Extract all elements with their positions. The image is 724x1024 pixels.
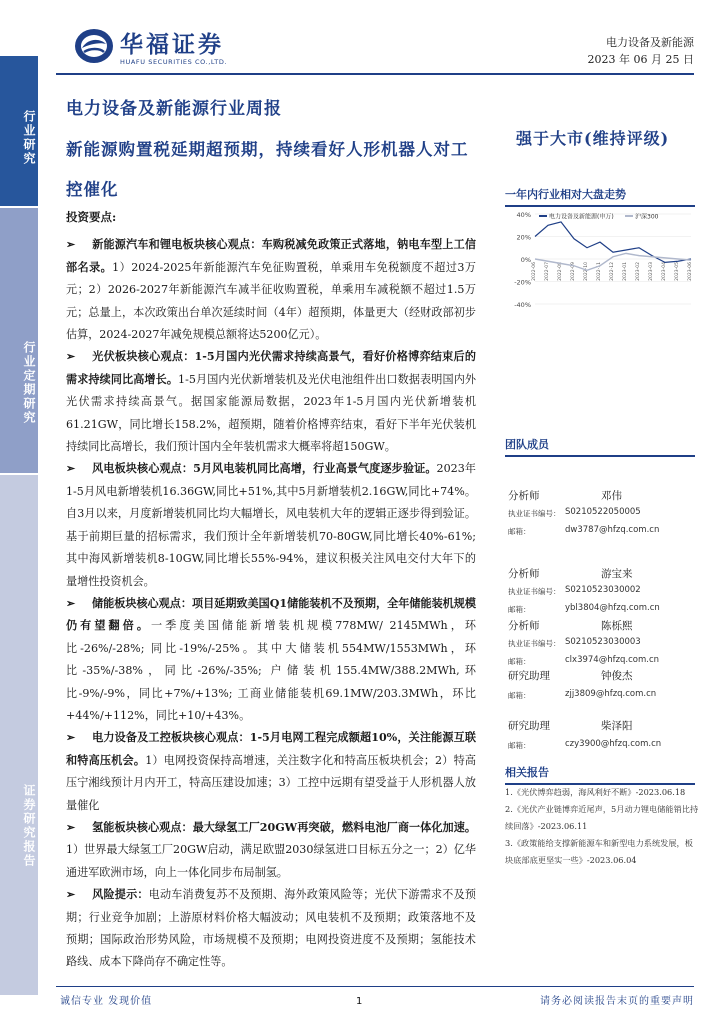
summary-point (66, 346, 476, 458)
investment-summary (66, 206, 476, 974)
analyst-email: ybl3804@hfzq.com.cn (565, 603, 660, 613)
company-logo (74, 24, 254, 70)
point-body: 电动车消费复苏不及预期、海外政策风险等；光伏下游需求不及预期；行业竞争加剧；上游原材料价格大幅波动；风电装机不及预期；政策落地不及预期；国际政治形势风险，市场规模不及预期；电网投资进度不及预期；氢能技术路线、成本下降尚存不确定性等。 (66, 888, 476, 969)
bullet-arrow-icon: ➢ (66, 888, 76, 902)
summary-point (66, 593, 476, 727)
point-heading: 风电板块核心观点：5月风电装机同比高增，行业高景气度逐步验证。 (92, 462, 437, 476)
summary-point (66, 234, 476, 346)
bullet-arrow-icon: ➢ (66, 350, 76, 364)
y-tick-label: 20% (516, 233, 531, 242)
analyst-role: 分析师 (508, 620, 540, 632)
logo-chinese-name: 华福证券 (120, 31, 224, 58)
related-section-title: 相关报告 (505, 764, 695, 785)
x-tick-label: 2022-07 (545, 262, 550, 281)
summary-point (66, 727, 476, 817)
point-body: 一季度美国储能新增装机规模778MW/ 2145MWh，环比-26%/-28%; 同比-19%/-25%。其中大储装机554MW/1553MWh，环比-35%/-38%，同比-26%/-35%; 户储装机155.4MW/388.2MWh,环比-9%/-9%，同比+7%/+13%; 工商业储能装机69.1MW/203.3MWh，环比+44%/+112%，同比+10/+43%。 (66, 619, 476, 722)
analyst-email: zjj3809@hfzq.com.cn (565, 689, 657, 699)
email-label: 邮箱： (508, 741, 531, 750)
x-tick-label: 2023-01 (623, 262, 628, 281)
side-band-periodic (0, 208, 38, 473)
related-report-item[interactable]: 2.《光伏产业链博弈近尾声，5月动力锂电储能销比持续回落》-2023.06.11 (505, 804, 699, 831)
point-heading: 新能源汽车和锂电板块核心观点：车购税减免政策正式落地，钠电车型上工信部名录。 (66, 238, 476, 274)
analyst-name: 陈栎熙 (601, 620, 633, 632)
point-body: 2023年1-5月风电新增装机16.36GW,同比+51%,其中5月新增装机2.16GW,同比+74%。自3月以来，月度新增装机同比均大幅增长，风电装机大年的逻辑正逐步得到验证。基于前期巨量的招标需求，我们预计全年新增装机70-80GW,同比增长40%-61%;其中海风新增装机8-10GW,同比增长55%-94%，建议积极关注风电交付大年下的量增性投资机会。 (66, 462, 476, 588)
x-tick-label: 2023-05 (675, 262, 680, 281)
footer-disclaimer: 请务必阅读报告末页的重要声明 (540, 996, 694, 1007)
analyst-name: 邓伟 (601, 490, 622, 502)
header-divider (56, 73, 694, 75)
x-tick-label: 2022-06 (532, 262, 537, 281)
point-body: 1）电网投资保持高增速，关注数字化和特高压板块机会；2）特高压宁湘线预计月内开工，特高压建设加速；3）工控中远期有望受益于人形机器人放量催化 (66, 753, 476, 812)
license-label: 执业证书编号： (508, 587, 561, 596)
footer-slogan: 诚信专业 发现价值 (60, 996, 153, 1007)
y-tick-label: -40% (514, 301, 531, 309)
x-tick-label: 2023-03 (649, 262, 654, 281)
license-number: S0210523030003 (565, 637, 641, 647)
y-tick-label: 0% (520, 256, 531, 264)
summary-point (66, 817, 476, 884)
x-tick-label: 2022-09 (571, 262, 576, 281)
email-label: 邮箱： (508, 605, 531, 614)
analyst-email: dw3787@hfzq.com.cn (565, 525, 660, 535)
point-heading: 氢能板块核心观点：最大绿氢工厂20GW再突破，燃料电池厂商一体化加速。 (92, 820, 476, 834)
side-band-label: 证券研究报告 (22, 784, 36, 868)
header-info (588, 34, 694, 68)
bullet-arrow-icon: ➢ (66, 596, 76, 610)
license-number: S0210522050005 (565, 507, 641, 517)
x-tick-label: 2023-02 (636, 262, 641, 281)
x-tick-label: 2022-08 (558, 262, 563, 281)
license-label: 执业证书编号： (508, 509, 561, 518)
related-report-item[interactable]: 1.《光伏博弈趋弱，海风利好不断》-2023.06.18 (505, 787, 686, 797)
point-heading: 储能板块核心观点：项目延期致美国Q1储能装机不及预期，全年储能装机规模仍有望翻倍。 (66, 596, 476, 633)
relative-performance-chart (505, 206, 695, 312)
side-band-securities (0, 475, 38, 995)
point-body: 1）世界最大绿氢工厂20GW启动，满足欧盟2030绿氢进口目标五分之一；2）亿华通进军欧洲市场，向上一体化同步布局制氢。 (66, 843, 476, 879)
summary-title: 投资要点: (66, 210, 117, 224)
analyst-name: 柴泽阳 (601, 720, 633, 732)
analyst-role: 分析师 (508, 568, 540, 580)
email-label: 邮箱： (508, 527, 531, 536)
header-sector: 电力设备及新能源 (606, 36, 694, 49)
analyst-email: clx3974@hfzq.com.cn (565, 655, 660, 665)
related-report-item[interactable]: 3.《政策能给支撑新能源车和新型电力系统发展，板块底部底更坚实一些》-2023.06.04 (505, 838, 693, 865)
point-heading: 电力设备及工控板块核心观点：1-5月电网工程完成额超10%，关注能源互联和特高压机会。 (66, 731, 476, 767)
x-tick-label: 2023-04 (662, 262, 667, 281)
legend-label: 沪深300 (635, 213, 659, 221)
side-band-label: 行业定期研究 (22, 340, 36, 425)
report-headline: 新能源购置税延期超预期，持续看好人形机器人对工控催化 (66, 140, 469, 199)
y-tick-label: -20% (514, 278, 531, 287)
summary-point (66, 884, 476, 974)
side-band-label: 行业研究 (22, 110, 36, 166)
license-number: S0210523030002 (565, 585, 641, 595)
summary-points (66, 234, 476, 973)
logo-english-name: HUAFU SECURITIES CO.,LTD. (120, 58, 228, 66)
point-body: 1）2024-2025年新能源汽车免征购置税，单乘用车免税额度不超过3万元；2）2026-2027年新能源汽车减半征收购置税，单乘用车减税额不超过1.5万元；总量上，本次政策出台单次延续时间（4年）超预期，体量更大（经财政部初步估算，2024-2027年减免规模总额将达5200亿元）。 (66, 260, 476, 342)
email-label: 邮箱： (508, 657, 531, 666)
analyst-role: 分析师 (508, 490, 540, 502)
x-tick-label: 2023-06 (688, 262, 693, 281)
x-tick-label: 2022-10 (584, 262, 589, 281)
bullet-arrow-icon: ➢ (66, 238, 76, 252)
footer-divider (56, 986, 694, 987)
analyst-name: 游宝来 (601, 568, 633, 580)
rating-label: 强于大市(维持评级) (516, 129, 670, 148)
analyst-role: 研究助理 (508, 720, 550, 732)
x-tick-label: 2022-11 (597, 262, 602, 281)
analyst-name: 钟俊杰 (601, 670, 633, 682)
license-label: 执业证书编号： (508, 639, 561, 648)
report-title: 电力设备及新能源行业周报 (66, 99, 282, 119)
analyst-role: 研究助理 (508, 670, 550, 682)
legend-label: 电力设备及新能源(申万) (549, 213, 614, 221)
bullet-arrow-icon: ➢ (66, 820, 76, 834)
chart-section-title: 一年内行业相对大盘走势 (505, 186, 695, 207)
side-band-industry (0, 56, 38, 206)
team-section-title: 团队成员 (505, 436, 695, 457)
y-tick-label: 40% (516, 211, 531, 219)
header-date: 2023 年 06 月 25 日 (587, 53, 694, 66)
related-reports (505, 784, 700, 869)
logo-mark-icon (74, 26, 114, 66)
point-body: 1-5月国内光伏新增装机及光伏电池组件出口数据表明国内外光伏需求持续高景气。据国家能源局数据，2023年1-5月国内光伏新增装机61.21GW，同比增长158.2%，超预期，随着价格博弈结束，看好下半年光伏装机持续同比高增长，我们预计国内全年装机需求大概率将超150GW。 (66, 372, 476, 454)
summary-point (66, 458, 476, 592)
page-number: 1 (356, 996, 363, 1007)
email-label: 邮箱： (508, 691, 531, 700)
point-heading: 光伏板块核心观点：1-5月国内光伏需求持续高景气，看好价格博弈结束后的需求持续同比高增长。 (66, 350, 476, 386)
bullet-arrow-icon: ➢ (66, 462, 76, 476)
analyst-email: czy3900@hfzq.com.cn (565, 739, 662, 749)
point-heading: 风险提示： (92, 888, 149, 902)
x-tick-label: 2022-12 (610, 262, 615, 281)
bullet-arrow-icon: ➢ (66, 731, 76, 745)
